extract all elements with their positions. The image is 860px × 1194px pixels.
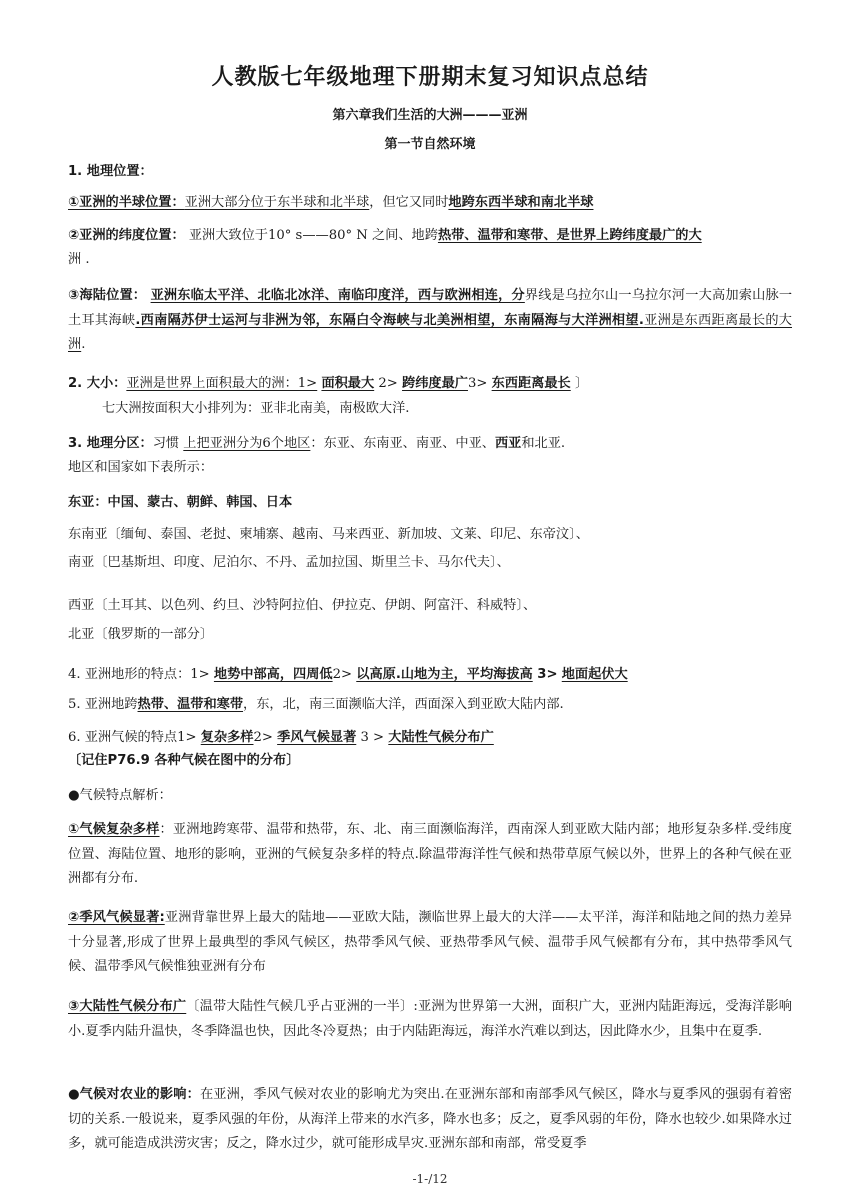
latitude-position (68, 224, 794, 248)
region-north-asia: 北亚〔俄罗斯的一部分〕 (68, 627, 214, 642)
sea-land-longest: 亚洲是东西距离最长的大洲 (68, 312, 792, 352)
diverse-text: ：亚洲地跨寒带、温带和热带，东、北、南三面濒临海洋，西南深人到亚欧大陆内部；地形复杂多样.受纬度位置、海陆位置、地形的影响，亚洲的气候复杂多样的特点.除温带海洋性气候和热带草原气候以外，世界上的各种气候在亚洲都有分布. (68, 822, 792, 886)
climate-2: 季风气候显著 (277, 730, 357, 745)
continental-text: 〔温带大陆性气候几乎占亚洲的一半〕:亚洲为世界第一大洲，面积广大，亚洲内陆距海远，受海洋影响小.夏季内陆升温快，冬季降温也快，因此冬冷夏热；由于内陆距海远，海洋水汽难以到达，因此降水少，且集中在夏季. (68, 999, 792, 1039)
sea-land-label: ③海陆位置： (68, 288, 147, 303)
continent-order: 七大洲按面积大小排列为：亚非北南美，南极欧大洋. (102, 401, 410, 416)
item-regions (68, 432, 794, 456)
climate-3: 大陆性气候分布广 (388, 730, 494, 745)
region-southeast-asia: 东南亚〔缅甸、泰国、老挝、柬埔寨、越南、马来西亚、新加坡、文莱、印尼、东帝汶〕、 (68, 527, 589, 542)
terrain-1: 地势中部高，四周低 (213, 667, 333, 682)
sea-land-boundary: 界线是乌拉尔山一乌拉尔河一大 (524, 288, 712, 303)
size-label: 2. 大小： (68, 376, 127, 391)
region-south-asia: 南亚〔巴基斯坦、印度、尼泊尔、不丹、孟加拉国、斯里兰卡、马尔代夫〕、 (68, 555, 510, 570)
item-terrain (68, 663, 794, 687)
terrain-n2: 2> (332, 667, 353, 682)
zones-text: ，东，北，南三面濒临大洋，西面深入到亚欧大陆内部. (243, 697, 564, 712)
climate-analysis-heading: ●气候特点解析： (68, 788, 172, 803)
size-text: 亚洲是世界上面积最大的洲：1> (126, 376, 318, 391)
continental-label: ③大陆性气候分布广 (68, 999, 187, 1014)
size-area: 面积最大 (321, 376, 375, 391)
terrain-2: 以高原.山地为主，平均海拔高 (356, 667, 533, 682)
item-geographic-position: 1. 地理位置： (68, 164, 153, 179)
chapter-heading: 第六章我们生活的大洲———亚洲 (332, 108, 528, 123)
regions-end: 和北亚. (521, 436, 566, 451)
regions-table-intro: 地区和国家如下表所示： (68, 460, 214, 475)
size-latitude: 跨纬度最广 (402, 376, 468, 391)
agriculture-label: ●气候对农业的影响： (68, 1087, 200, 1102)
page-number: -1-/12 (412, 1172, 448, 1186)
item-climate-zones (68, 693, 794, 717)
latitude-end: 洲 . (68, 252, 90, 267)
sea-land-end: . (81, 337, 86, 352)
size-n2: 2> (374, 376, 398, 391)
climate-1: 复杂多样 (200, 730, 254, 745)
regions-list: ：东亚、东南亚、南亚、中亚、 (310, 436, 495, 451)
document-title: 人教版七年级地理下册期末复习知识点总结 (211, 65, 649, 90)
terrain-label: 4. 亚洲地形的特点：1> (68, 667, 210, 682)
sea-land-bold: 亚洲东临太平洋、北临北冰洋、南临印度洋，西与欧洲相连，分 (150, 288, 525, 303)
regions-six: 上把亚洲分为6个地区 (183, 436, 311, 451)
latitude-zones: 热带、温带和寒带、是世界上跨纬度最广的大 (437, 228, 702, 243)
region-west-asia: 西亚〔土耳其、以色列、约旦、沙特阿拉伯、伊拉克、伊朗、阿富汗、科威特〕、 (68, 598, 537, 613)
sea-land-neighbors: .西南隔苏伊士运河与非洲为邻，东隔白令海峡与北美洲相望，东南隔海与大洋洲相望. (135, 312, 644, 328)
regions-westasia: 西亚 (495, 436, 522, 451)
hemisphere-label: ①亚洲的半球位置： (68, 195, 185, 210)
hemisphere-text: 亚洲大部分位于东半球和北半球 (184, 195, 370, 210)
sea-land-position (68, 284, 792, 358)
monsoon-label: ②季风气候显著: (68, 910, 165, 925)
diverse-label: ①气候复杂多样 (68, 822, 160, 837)
item-climate-features (68, 726, 794, 750)
terrain-n3: 3> (532, 667, 558, 682)
latitude-text: 亚洲大致位于10° s——80° N 之间、地跨 (184, 228, 438, 243)
monsoon-text: 亚洲背靠世界上最大的陆地——亚欧大陆，濒临世界上最大的大洋——太平洋，海洋和陆地之间的热力差异十分显著,形成了世界上最典型的季风气候区，热带季风气候、亚热带季风气候、温带手风气候都有分布，其中热带季风气候、温带季风气候惟独亚洲有分布 (68, 910, 792, 974)
climate-n3: 3 > (356, 730, 389, 745)
agriculture-text: 在亚洲，季风气候对农业的影响尤为突出.在亚洲东部和南部季风气候区，降水与夏季风的强弱有着密切的关系.一般说来，夏季风强的年份，从海洋上带来的水汽多，降水也多；反之，夏季风弱的年份，降水也较少.如果降水过多，就可能造成洪涝灾害；反之，降水过少，就可能形成旱灾.亚洲东部和南部，常受夏季 (68, 1087, 792, 1151)
sea-land-boundary2: 高加索山脉一土耳其海峡 (68, 288, 793, 328)
terrain-3: 地面起伏大 (561, 667, 628, 682)
hemisphere-mid: ，但它又同时 (369, 195, 449, 210)
size-end: 〕 (570, 376, 589, 391)
regions-label: 3. 地理分区： (68, 436, 153, 451)
climate-diverse-paragraph (68, 818, 792, 892)
zones-bold: 热带、温带和寒带 (137, 697, 244, 712)
climate-note: 〔记住P76.9 各种气候在图中的分布〕 (68, 753, 300, 768)
regions-habit: 习惯 (152, 436, 184, 451)
item-size (68, 372, 794, 396)
continental-paragraph (68, 995, 792, 1044)
zones-label: 5. 亚洲地跨 (68, 697, 138, 712)
latitude-label: ②亚洲的纬度位置： (68, 228, 185, 243)
climate-n2: 2> (253, 730, 273, 745)
agriculture-paragraph (68, 1083, 792, 1157)
section-heading: 第一节自然环境 (384, 137, 476, 152)
region-east-asia: 东亚：中国、蒙古、朝鲜、韩国、日本 (68, 495, 293, 510)
size-longest: 东西距离最长 (491, 376, 571, 391)
size-n3: 3> (467, 376, 488, 391)
hemisphere-position (68, 191, 794, 215)
hemisphere-span: 地跨东西半球和南北半球 (448, 195, 594, 210)
monsoon-paragraph (68, 906, 792, 980)
climate-label: 6. 亚洲气候的特点1> (68, 730, 197, 745)
